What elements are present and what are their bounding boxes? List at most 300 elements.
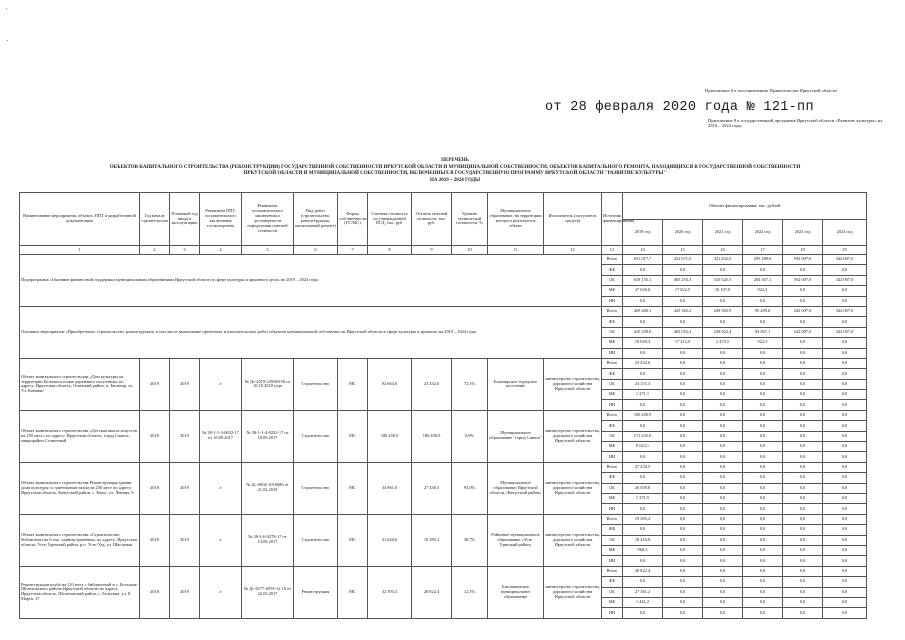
funding-value: 0,0 bbox=[623, 265, 663, 275]
object-attribute: 2019 bbox=[170, 566, 200, 618]
column-header: Остаток сметной стоимости, тыс. руб. bbox=[412, 193, 452, 246]
funding-value: 0,0 bbox=[823, 369, 867, 379]
funding-value: 0,0 bbox=[743, 483, 783, 493]
funding-value: 0,0 bbox=[783, 608, 823, 618]
funding-value: 0,0 bbox=[743, 473, 783, 483]
column-number: 8 bbox=[368, 246, 412, 255]
funding-value: 0,0 bbox=[663, 525, 703, 535]
column-number: 5 bbox=[242, 246, 294, 255]
funding-value: 342 007,0 bbox=[823, 255, 867, 265]
funding-value: 0,0 bbox=[823, 462, 867, 472]
column-header: Муниципальное образование, на территории которого реализуется объект bbox=[488, 193, 544, 246]
object-attribute: 0,0% bbox=[452, 410, 488, 462]
object-attribute: 2019 bbox=[170, 410, 200, 462]
funding-value: 0,0 bbox=[663, 504, 703, 514]
object-attribute: МС bbox=[338, 514, 368, 566]
table-row bbox=[20, 410, 867, 420]
funding-value: 0,0 bbox=[783, 556, 823, 566]
object-attribute: МС bbox=[338, 462, 368, 514]
funding-value: 0,0 bbox=[823, 597, 867, 607]
funding-value: 1 371,5 bbox=[623, 493, 663, 503]
funding-value: 0,0 bbox=[703, 483, 743, 493]
funding-value: 0,0 bbox=[623, 296, 663, 306]
funding-value: 0,0 bbox=[823, 338, 867, 348]
funding-value: 0,0 bbox=[623, 421, 663, 431]
table-row bbox=[20, 514, 867, 524]
heading-line-4: НА 2019 – 2024 ГОДЫ bbox=[429, 177, 481, 183]
column-header: Плановый год ввода в эксплуатацию bbox=[170, 193, 200, 246]
funding-value: 0,0 bbox=[823, 452, 867, 462]
funding-value: 0,0 bbox=[743, 566, 783, 576]
funding-value: 0,0 bbox=[663, 473, 703, 483]
funding-value: 249 392,9 bbox=[703, 306, 743, 316]
funding-source: Всего bbox=[602, 306, 623, 316]
object-attribute: 23 432,6 bbox=[412, 358, 452, 410]
object-attribute: Муниципальное образование "город Саянск" bbox=[488, 410, 544, 462]
column-header: Сметная стоимость по утвержденной ПСД, тыс. руб. bbox=[368, 193, 412, 246]
funding-value: 0,0 bbox=[663, 421, 703, 431]
object-attribute: 19 385,2 bbox=[412, 514, 452, 566]
funding-source: МБ bbox=[602, 442, 623, 452]
table-row bbox=[20, 306, 867, 316]
funding-source: МБ bbox=[602, 493, 623, 503]
funding-value: 95 289,6 bbox=[743, 306, 783, 316]
object-attribute: х bbox=[200, 462, 242, 514]
column-number: 6 bbox=[294, 246, 338, 255]
object-attribute: министерство строительства, дорожного хозяйства Иркутской области bbox=[544, 410, 602, 462]
funding-value: 0,0 bbox=[783, 410, 823, 420]
heading-line-3: ИРКУТСКОЙ ОБЛАСТИ И МУНИЦИПАЛЬНОЙ СОБСТВЕННОСТИ, ВКЛЮЧЕННЫХ В ГОСУДАРСТВЕННУЮ ПРОГРАММУ ИРКУТСКОЙ ОБЛАСТИ "РАЗВИТИЕ КУЛЬТУРЫ" bbox=[243, 171, 667, 176]
funding-value: 0,0 bbox=[703, 545, 743, 555]
funding-value: 592 007,0 bbox=[783, 255, 823, 265]
funding-value: 10 107,0 bbox=[703, 286, 743, 296]
funding-value: 19 385,2 bbox=[623, 514, 663, 524]
funding-value: 342 007,0 bbox=[823, 327, 867, 337]
column-number: 19 bbox=[823, 246, 867, 255]
funding-value: 0,0 bbox=[663, 483, 703, 493]
object-attribute: Строительство bbox=[294, 462, 338, 514]
funding-value: 618 155,1 bbox=[623, 275, 663, 285]
funding-value: 0,0 bbox=[783, 379, 823, 389]
column-number: 17 bbox=[743, 246, 783, 255]
funding-value: 0,0 bbox=[703, 410, 743, 420]
funding-value: 94 367,1 bbox=[743, 327, 783, 337]
funding-source: ИИ bbox=[602, 608, 623, 618]
funding-value: 0,0 bbox=[743, 452, 783, 462]
object-attribute: 2019 bbox=[170, 514, 200, 566]
objects-table bbox=[19, 192, 867, 619]
funding-value: 342 007,0 bbox=[783, 327, 823, 337]
column-number: 14 bbox=[623, 246, 663, 255]
table-body bbox=[20, 193, 867, 619]
scan-speck bbox=[6, 8, 7, 9]
funding-source: ИИ bbox=[602, 504, 623, 514]
funding-source: Всего bbox=[602, 462, 623, 472]
funding-value: 0,0 bbox=[703, 452, 743, 462]
funding-value: 0,0 bbox=[823, 286, 867, 296]
funding-value: 0,0 bbox=[743, 348, 783, 358]
funding-value: 0,0 bbox=[823, 390, 867, 400]
funding-source: ИИ bbox=[602, 348, 623, 358]
funding-value: 0,0 bbox=[663, 265, 703, 275]
funding-value: 0,0 bbox=[823, 296, 867, 306]
object-attribute: № Дс-0177-0593-12 18 от 22.03.2017 bbox=[242, 566, 294, 618]
funding-value: 0,0 bbox=[783, 462, 823, 472]
funding-value: 0,0 bbox=[703, 608, 743, 618]
funding-value: 0,0 bbox=[623, 348, 663, 358]
table-row bbox=[20, 566, 867, 576]
funding-value: 0,0 bbox=[823, 504, 867, 514]
object-attribute: 34 861,0 bbox=[368, 462, 412, 514]
funding-value: 0,0 bbox=[783, 358, 823, 368]
funding-value: 0,0 bbox=[743, 369, 783, 379]
object-name: Реконструкция клуба на 210 мест с библиотекой в с. Бельские Шелеховского района Иркутской области по адресу Иркутская область, Шелеховский район, с. Бельские, ул. 8 Марта, 17 bbox=[20, 566, 140, 618]
heading-line-2: ОБЪЕКТОВ КАПИТАЛЬНОГО СТРОИТЕЛЬСТВА (РЕКОНСТРУКЦИИ) ГОСУДАРСТВЕННОЙ СОБСТВЕННОСТИ ИРКУТСКОЙ ОБЛАСТИ И МУНИЦИПАЛЬНОЙ СОБСТВЕННОСТИ, ОБЪЕКТОВ КАПИТАЛЬНОГО РЕМОНТА, НАХОДЯЩИХСЯ В ГОСУДАРСТВЕННОЙ СОБСТВЕННОСТИ bbox=[109, 164, 801, 170]
funding-value: 24 151,3 bbox=[623, 379, 663, 389]
object-attribute: 31 620,6 bbox=[368, 514, 412, 566]
funding-source: ФБ bbox=[602, 473, 623, 483]
funding-source: Всего bbox=[602, 358, 623, 368]
object-attribute: № 38-1-6-0278-17 от 14.08.2017 bbox=[242, 514, 294, 566]
funding-value: 0,0 bbox=[703, 390, 743, 400]
funding-source: ИИ bbox=[602, 452, 623, 462]
funding-value: 0,0 bbox=[623, 556, 663, 566]
funding-value: 0,0 bbox=[823, 473, 867, 483]
funding-value: 0,0 bbox=[783, 317, 823, 327]
funding-value: 0,0 bbox=[783, 452, 823, 462]
funding-value: 0,0 bbox=[783, 597, 823, 607]
funding-value: 284 367,1 bbox=[743, 275, 783, 285]
funding-value: 0,0 bbox=[663, 296, 703, 306]
funding-value: 0,0 bbox=[823, 556, 867, 566]
object-attribute: Районное муниципальное образование «Усть-Удинский район» bbox=[488, 514, 544, 566]
funding-value: 0,0 bbox=[663, 577, 703, 587]
object-attribute: № 38-1-1-3-0652-17 от 18.09.2017 bbox=[200, 410, 242, 462]
funding-value: 0,0 bbox=[663, 462, 703, 472]
funding-source: ФБ bbox=[602, 421, 623, 431]
object-attribute: 38,7% bbox=[452, 514, 488, 566]
funding-value: 0,0 bbox=[703, 462, 743, 472]
funding-source: ФБ bbox=[602, 369, 623, 379]
funding-value: 0,0 bbox=[703, 442, 743, 452]
funding-value: 0,0 bbox=[823, 317, 867, 327]
object-attribute: министерство строительства, дорожного хозяйства Иркутской области bbox=[544, 358, 602, 410]
funding-value: 0,0 bbox=[783, 473, 823, 483]
object-name: Объект капитального строительства Реконструкция здания дома культуры со зрительным залом на 250 мест по адресу: Иркутская область, Качугский район, с. Качуг, ул. Ленина, 8 bbox=[20, 462, 140, 514]
funding-value: 0,0 bbox=[663, 535, 703, 545]
funding-value: 0,0 bbox=[823, 410, 867, 420]
column-number: 9 bbox=[412, 246, 452, 255]
funding-value: 0,0 bbox=[743, 597, 783, 607]
funding-value: 410 258,8 bbox=[623, 327, 663, 337]
object-attribute: № 38-1-1-4-0252-17 от 18.09.2017 bbox=[242, 410, 294, 462]
funding-value: 26 059,0 bbox=[623, 483, 663, 493]
funding-value: 0,0 bbox=[823, 525, 867, 535]
funding-value: 0,0 bbox=[703, 597, 743, 607]
funding-value: 0,0 bbox=[743, 493, 783, 503]
funding-value: 0,0 bbox=[663, 545, 703, 555]
column-header: Источник финансирования bbox=[602, 193, 623, 246]
funding-value: 2 470,5 bbox=[703, 338, 743, 348]
funding-value: 0,0 bbox=[703, 358, 743, 368]
table-row bbox=[20, 255, 867, 265]
column-header: Реквизиты ППТ, положительного заключения госэкспертизы bbox=[200, 193, 242, 246]
column-number: 11 bbox=[488, 246, 544, 255]
funding-value: 27 430,5 bbox=[623, 462, 663, 472]
object-attribute: министерство строительства, дорожного хозяйства Иркутской области bbox=[544, 566, 602, 618]
funding-value: 0,0 bbox=[783, 483, 823, 493]
funding-value: 0,0 bbox=[703, 556, 743, 566]
funding-value: 0,0 bbox=[823, 545, 867, 555]
funding-source: ФБ bbox=[602, 577, 623, 587]
object-attribute: Строительство bbox=[294, 410, 338, 462]
funding-value: 0,0 bbox=[703, 317, 743, 327]
appendix-note-top: Приложение 6 к постановлению Правительства Иркутской области bbox=[705, 88, 837, 93]
object-attribute: Муниципальное образование Иркутской области «Качугский район» bbox=[488, 462, 544, 514]
funding-value: 922,5 bbox=[743, 338, 783, 348]
funding-source: ФБ bbox=[602, 265, 623, 275]
funding-value: 0,0 bbox=[743, 545, 783, 555]
object-attribute: № Дс-0004-1018680 от 21.02.2019 bbox=[242, 462, 294, 514]
funding-value: 1 441,2 bbox=[623, 597, 663, 607]
funding-value: 0,0 bbox=[623, 400, 663, 410]
object-attribute: № Дс-2019-229569/18 от 16.10.2018 года bbox=[242, 358, 294, 410]
funding-value: 0,0 bbox=[823, 348, 867, 358]
funding-value: 0,0 bbox=[743, 379, 783, 389]
column-header: Реквизиты положительного заключения о достоверности определения сметной стоимости bbox=[242, 193, 294, 246]
funding-value: 0,0 bbox=[703, 265, 743, 275]
funding-value: 0,0 bbox=[743, 608, 783, 618]
funding-value: 0,0 bbox=[663, 390, 703, 400]
funding-value: 0,0 bbox=[703, 400, 743, 410]
funding-value: 0,0 bbox=[703, 369, 743, 379]
table-row bbox=[20, 462, 867, 472]
heading-line-1: ПЕРЕЧЕНЬ bbox=[441, 158, 469, 163]
object-attribute: 12,1% bbox=[452, 566, 488, 618]
column-number: 7 bbox=[338, 246, 368, 255]
column-header: Форма собственности (ГС/МС) bbox=[338, 193, 368, 246]
column-number: 13 bbox=[602, 246, 623, 255]
funding-value: 238 922,4 bbox=[703, 327, 743, 337]
object-attribute: Строительство bbox=[294, 514, 338, 566]
funding-value: 18 416,9 bbox=[623, 535, 663, 545]
funding-value: 0,0 bbox=[743, 514, 783, 524]
funding-value: 0,0 bbox=[783, 587, 823, 597]
column-number: 3 bbox=[170, 246, 200, 255]
object-attribute: х bbox=[200, 358, 242, 410]
funding-value: 0,0 bbox=[663, 514, 703, 524]
column-number: 10 bbox=[452, 246, 488, 255]
funding-source: ОБ bbox=[602, 327, 623, 337]
funding-value: 0,0 bbox=[663, 369, 703, 379]
funding-value: 0,0 bbox=[823, 535, 867, 545]
funding-value: 420 365,2 bbox=[663, 306, 703, 316]
funding-source: Всего bbox=[602, 566, 623, 576]
funding-value: 0,0 bbox=[823, 442, 867, 452]
funding-value: 0,0 bbox=[823, 483, 867, 493]
funding-value: 0,0 bbox=[783, 514, 823, 524]
object-attribute: 2018 bbox=[140, 514, 170, 566]
funding-value: 0,0 bbox=[663, 358, 703, 368]
funding-value: 0,0 bbox=[623, 452, 663, 462]
funding-value: 0,0 bbox=[623, 608, 663, 618]
funding-value: 0,0 bbox=[783, 286, 823, 296]
funding-value: 0,0 bbox=[703, 577, 743, 587]
funding-value: 0,0 bbox=[703, 514, 743, 524]
funding-value: 592 007,0 bbox=[783, 275, 823, 285]
year-header: 2019 год bbox=[623, 220, 663, 246]
funding-value: 0,0 bbox=[663, 597, 703, 607]
funding-value: 310 325,5 bbox=[703, 275, 743, 285]
object-attribute: 2018 bbox=[140, 462, 170, 514]
object-name: Объект капитального строительства «Строительство библиотеки на 6 тыс. единиц хранения» по адресу: Иркутская область, Усть-Удинский район, р.п. Усть-Уда, ул. Школьная bbox=[20, 514, 140, 566]
funding-value: 0,0 bbox=[823, 421, 867, 431]
funding-value: 342 007,0 bbox=[823, 306, 867, 316]
funding-value: 0,0 bbox=[743, 265, 783, 275]
column-number: 2 bbox=[140, 246, 170, 255]
object-attribute: 2019 bbox=[140, 358, 170, 410]
funding-value: 0,0 bbox=[703, 504, 743, 514]
object-name: Основное мероприятие «Приобретение, строительство, реконструкция, в том числе выполнение проектных и изыскательских работ объектов муниципальной собственности Иркутской области в сфере культуры и архивов» на 2019 – 2024 годы bbox=[20, 306, 602, 358]
object-attribute: 2018 bbox=[140, 410, 170, 462]
funding-value: 0,0 bbox=[783, 431, 823, 441]
object-attribute: МС bbox=[338, 410, 368, 462]
object-attribute: 2018 bbox=[140, 566, 170, 618]
object-name: Объект капитального строительства «Детская школа искусств на 450 мест» по адресу: Иркутская область, город Саянск, микрорайон Солнечный bbox=[20, 410, 140, 462]
funding-value: 0,0 bbox=[783, 535, 823, 545]
funding-value: 17 312,9 bbox=[663, 338, 703, 348]
funding-value: 0,0 bbox=[743, 410, 783, 420]
funding-value: 0,0 bbox=[823, 566, 867, 576]
funding-source: ОБ bbox=[602, 379, 623, 389]
funding-value: 0,0 bbox=[823, 493, 867, 503]
funding-source: МБ bbox=[602, 597, 623, 607]
funding-value: 429 468,1 bbox=[623, 306, 663, 316]
list-heading bbox=[20, 158, 890, 184]
funding-value: 28 822,4 bbox=[623, 566, 663, 576]
object-name: Объект капитального строительства «Дом культуры на территории Большого плана дорожного поселения» по адресу: Иркутская область, Осинский район, п. Бильчир, ул. Ул. Кабанко bbox=[20, 358, 140, 410]
funding-value: 432 671,5 bbox=[663, 255, 703, 265]
funding-value: 0,0 bbox=[783, 577, 823, 587]
funding-value: 0,0 bbox=[743, 296, 783, 306]
funding-value: 0,0 bbox=[623, 525, 663, 535]
funding-value: 0,0 bbox=[823, 587, 867, 597]
object-attribute: 2019 bbox=[170, 358, 200, 410]
funding-value: 0,0 bbox=[663, 431, 703, 441]
funding-value: 403 253,3 bbox=[663, 275, 703, 285]
funding-value: 0,0 bbox=[663, 317, 703, 327]
year-header: 2020 год bbox=[663, 220, 703, 246]
object-attribute: Строительство bbox=[294, 358, 338, 410]
funding-value: 0,0 bbox=[783, 566, 823, 576]
funding-value: 0,0 bbox=[823, 358, 867, 368]
funding-value: 0,0 bbox=[703, 348, 743, 358]
funding-value: 0,0 bbox=[703, 379, 743, 389]
funding-value: 0,0 bbox=[783, 525, 823, 535]
funding-value: 0,0 bbox=[743, 442, 783, 452]
funding-value: 0,0 bbox=[663, 379, 703, 389]
funding-value: 342 007,0 bbox=[823, 275, 867, 285]
funding-source: ФБ bbox=[602, 317, 623, 327]
funding-source: МБ bbox=[602, 390, 623, 400]
column-number: 16 bbox=[703, 246, 743, 255]
funding-value: 295 289,6 bbox=[743, 255, 783, 265]
object-attribute: 32 393,3 bbox=[368, 566, 412, 618]
funding-value: 0,0 bbox=[663, 587, 703, 597]
funding-value: 0,0 bbox=[663, 493, 703, 503]
document-title: от 28 февраля 2020 года № 121-пп bbox=[545, 100, 814, 115]
object-attribute: х bbox=[200, 514, 242, 566]
object-attribute: х bbox=[200, 566, 242, 618]
year-header: 2022 год bbox=[743, 220, 783, 246]
funding-value: 171 435,8 bbox=[623, 431, 663, 441]
funding-value: 0,0 bbox=[703, 493, 743, 503]
funding-value: 0,0 bbox=[783, 400, 823, 410]
funding-source: МБ bbox=[602, 286, 623, 296]
funding-value: 0,0 bbox=[783, 493, 823, 503]
funding-value: 27 381,2 bbox=[623, 587, 663, 597]
object-attribute: 92 664,6 bbox=[368, 358, 412, 410]
funding-value: 342 007,0 bbox=[783, 306, 823, 316]
funding-value: 9 023,1 bbox=[623, 442, 663, 452]
year-header: 2021 год bbox=[703, 220, 743, 246]
funding-value: 0,0 bbox=[663, 442, 703, 452]
funding-value: 0,0 bbox=[703, 473, 743, 483]
funding-value: 23 432,6 bbox=[623, 358, 663, 368]
funding-value: 0,0 bbox=[743, 535, 783, 545]
funding-value: 0,0 bbox=[623, 369, 663, 379]
funding-source: МБ bbox=[602, 545, 623, 555]
funding-value: 0,0 bbox=[783, 296, 823, 306]
funding-value: 0,0 bbox=[783, 348, 823, 358]
column-number: 1 bbox=[20, 246, 140, 255]
funding-value: 651 017,7 bbox=[623, 255, 663, 265]
funding-value: 0,0 bbox=[823, 265, 867, 275]
funding-value: 0,0 bbox=[743, 317, 783, 327]
funding-value: 0,0 bbox=[743, 556, 783, 566]
scan-speck bbox=[7, 40, 8, 41]
funding-value: 403 052,3 bbox=[663, 327, 703, 337]
funding-value: 0,0 bbox=[823, 400, 867, 410]
column-number-row bbox=[20, 246, 867, 255]
object-attribute: 93,0% bbox=[452, 462, 488, 514]
funding-value: 0,0 bbox=[663, 400, 703, 410]
funding-value: 0,0 bbox=[663, 608, 703, 618]
column-header: Год начала строительства bbox=[140, 193, 170, 246]
funding-value: 0,0 bbox=[663, 348, 703, 358]
funding-source: ОБ bbox=[602, 483, 623, 493]
funding-value: 0,0 bbox=[743, 587, 783, 597]
funding-value: 0,0 bbox=[783, 545, 823, 555]
funding-source: Всего bbox=[602, 255, 623, 265]
funding-value: 0,0 bbox=[703, 431, 743, 441]
funding-source: ИИ bbox=[602, 400, 623, 410]
object-attribute: Баклашинское муниципальное образование bbox=[488, 566, 544, 618]
funding-value: 0,0 bbox=[743, 525, 783, 535]
year-header: 2024 год bbox=[823, 220, 867, 246]
object-attribute: 28 822,4 bbox=[412, 566, 452, 618]
year-header: 2023 год bbox=[783, 220, 823, 246]
object-attribute: Реконструкция bbox=[294, 566, 338, 618]
funding-source: ФБ bbox=[602, 525, 623, 535]
funding-value: 0,0 bbox=[743, 390, 783, 400]
funding-value: 0,0 bbox=[783, 421, 823, 431]
funding-source: Всего bbox=[602, 410, 623, 420]
column-header: Исполнитель (получатель средств) bbox=[544, 193, 602, 246]
funding-value: 0,0 bbox=[623, 504, 663, 514]
funding-value: 0,0 bbox=[823, 577, 867, 587]
funding-source: Всего bbox=[602, 514, 623, 524]
